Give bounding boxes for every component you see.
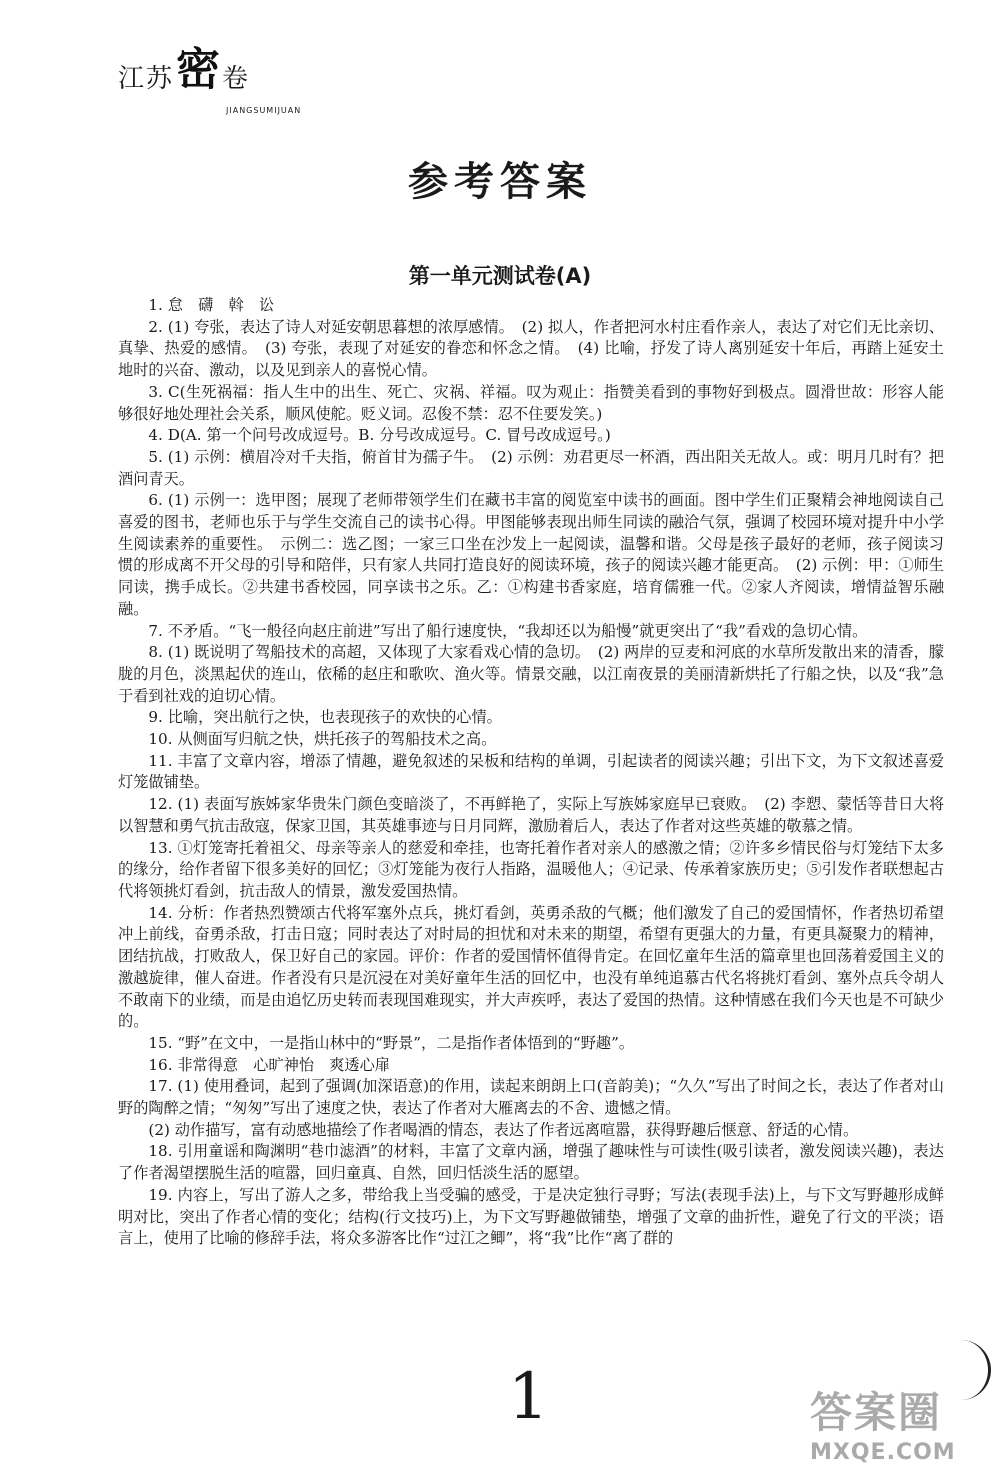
watermark-text: 答案圈 bbox=[810, 1388, 943, 1437]
answer-item: 5. (1) 示例：横眉冷对千夫指，俯首甘为孺子牛。 (2) 示例：劝君更尽一杯酒，西出阳关无故人。或：明月几时有？把酒问青天。 bbox=[118, 447, 944, 488]
answer-item: (2) 动作描写，富有动感地描绘了作者喝酒的情态，表达了作者远离喧嚣，获得野趣后惬意、舒适的心情。 bbox=[148, 1120, 859, 1139]
answer-item: 1. 怠 礴 斡 讼 bbox=[148, 296, 275, 314]
section-title: 第一单元测试卷(A) bbox=[408, 264, 592, 288]
answer-item: 12. (1) 表面写族姊家华贵朱门颜色变暗淡了，不再鲜艳了，实际上写族姊家庭早已衰败。 (2) 李愬、蒙恬等昔日大将以智慧和勇气抗击敌寇，保家卫国，其英雄事迹与日月同辉，激励着后人，表达了作者对这些英雄的敬慕之情。 bbox=[118, 795, 944, 835]
watermark-logo bbox=[810, 1380, 980, 1465]
answer-item: 3. C(生死祸福：指人生中的出生、死亡、灾祸、祥福。叹为观止：指赞美看到的事物好到极点。圆滑世故：形容人能够很好地处理社会关系，顺风使舵。贬义词。忍俊不禁：忍不住要发笑。) bbox=[118, 382, 944, 423]
answer-item: 10. 从侧面写归航之快，烘托孩子的驾船技术之高。 bbox=[148, 730, 497, 749]
watermark-url: MXQE.COM bbox=[810, 1440, 956, 1465]
brand-left: 江苏 bbox=[118, 64, 175, 94]
brand-big-char: 密 bbox=[176, 44, 220, 95]
brand-pinyin: JIANGSUMIJUAN bbox=[226, 106, 302, 115]
answer-item: 14. 分析：作者热烈赞颂古代将军塞外点兵，挑灯看剑，英勇杀敌的气概；他们激发了自己的爱国情怀，作者热切希望冲上前线，奋勇杀敌，打击日寇；同时表达了对时局的担忧和对未来的期望，希望有更强大的力量，有更具凝聚力的精神，团结抗战，打败敌人，保卫好自己的家园。评价：作者的爱国情怀值得肯定。在回忆童年生活的篇章里也回荡着爱国主义的激越旋律，催人奋进。作者没有只是沉浸在对美好童年生活的回忆中，也没有单纯追慕古代名将挑灯看剑、塞外点兵令胡人不敢南下的业绩，而是由追忆历史转而表现国难现实，并大声疾呼，表达了爱国的热情。这种情感在我们今天也是不可缺少的。 bbox=[118, 903, 944, 1031]
answer-item: 16. 非常得意 心旷神怡 爽透心扉 bbox=[148, 1055, 390, 1074]
answer-item: 9. 比喻，突出航行之快，也表现孩子的欢快的心情。 bbox=[148, 708, 502, 727]
answer-item: 11. 丰富了文章内容，增添了情趣，避免叙述的呆板和结构的单调，引起读者的阅读兴趣；引出下文，为下文叙述喜爱灯笼做铺垫。 bbox=[118, 751, 944, 792]
answer-item: 18. 引用童谣和陶渊明“巷巾滤酒”的材料，丰富了文章内涵，增强了趣味性与可读性(吸引读者，激发阅读兴趣)，表达了作者渴望摆脱生活的喧嚣，回归童真、自然，回归恬淡生活的愿望。 bbox=[118, 1142, 944, 1183]
answer-item: 13. ①灯笼寄托着祖父、母亲等亲人的慈爱和牵挂，也寄托着作者对亲人的感激之情；②许多乡情民俗与灯笼结下太多的缘分，给作者留下很多美好的回忆；③灯笼能为夜行人指路，温暖他人；④记录、传承着家族历史；⑤引发作者联想起古代将领挑灯看剑，抗击敌人的情景，激发爱国热情。 bbox=[118, 838, 944, 900]
page-title: 参考答案 bbox=[408, 159, 592, 205]
answer-item: 19. 内容上，写出了游人之多，带给我上当受骗的感受，于是决定独行寻野；写法(表现手法)上，与下文写野趣形成鲜明对比，突出了作者心情的变化；结构(行文技巧)上，为下文写野趣做铺垫，增强了文章的曲折性，避免了行文的平淡；语言上，使用了比喻的修辞手法，将众多游客比作“过江之鲫”，将“我”比作“离了群的 bbox=[118, 1185, 944, 1248]
answer-item: 7. 不矛盾。“飞一般径向赵庄前进”写出了船行速度快，“我却还以为船慢”就更突出了“我”看戏的急切心情。 bbox=[148, 621, 868, 640]
answer-item: 15. “野”在文中，一是指山林中的“野景”，二是指作者体悟到的“野趣”。 bbox=[148, 1033, 635, 1052]
brand-right: 卷 bbox=[222, 64, 251, 94]
answer-item: 2. (1) 夸张，表达了诗人对延安朝思暮想的浓厚感情。 (2) 拟人，作者把河水村庄看作亲人，表达了对它们无比亲切、真挚、热爱的感情。 (3) 夸张，表现了对延安的眷恋和怀念之情。 (4) 比喻，抒发了诗人离别延安十年后，再踏上延安土地时的兴奋、激动，以及见到亲人的喜悦心情。 bbox=[118, 317, 944, 380]
answer-item: 4. D(A. 第一个问号改成逗号。B. 分号改成逗号。C. 冒号改成逗号。) bbox=[148, 426, 611, 445]
answer-item: 6. (1) 示例一：选甲图；展现了老师带领学生们在藏书丰富的阅览室中读书的画面。图中学生们正聚精会神地阅读自己喜爱的图书，老师也乐于与学生交流自己的读书心得。甲图能够表现出师生同读的融洽气氛，强调了校园环境对提升中小学生阅读素养的重要性。 示例二：选乙图；一家三口坐在沙发上一起阅读，温馨和谐。父母是孩子最好的老师，孩子阅读习惯的形成离不开父母的引导和陪伴，只有家人共同打造良好的阅读环境，孩子的阅读兴趣才能更高。 (2) 示例：甲：①师生同读，携手成长。②共建书香校园，同享读书之乐。乙：①构建书香家庭，培育儒雅一代。②家人齐阅读，增情益智乐融融。 bbox=[118, 491, 944, 618]
brand-logo bbox=[118, 44, 302, 115]
answer-item: 17. (1) 使用叠词，起到了强调(加深语意)的作用，读起来朗朗上口(音韵美)；“久久”写出了时间之长，表达了作者对山野的陶醉之情；“匆匆”写出了速度之快，表达了作者对大雁离去的不舍、遗憾之情。 bbox=[118, 1077, 944, 1118]
page-number: 1 bbox=[508, 1360, 549, 1434]
answer-item: 8. (1) 既说明了驾船技术的高超，又体现了大家看戏心情的急切。 (2) 两岸的豆麦和河底的水草所发散出来的清香，朦胧的月色，淡黑起伏的连山，依稀的赵庄和歌吹、渔火等。情景交融，以江南夜景的美丽清新烘托了行船之快，以及“我”急于看到社戏的迫切心情。 bbox=[118, 643, 944, 705]
answer-list bbox=[118, 295, 944, 1250]
